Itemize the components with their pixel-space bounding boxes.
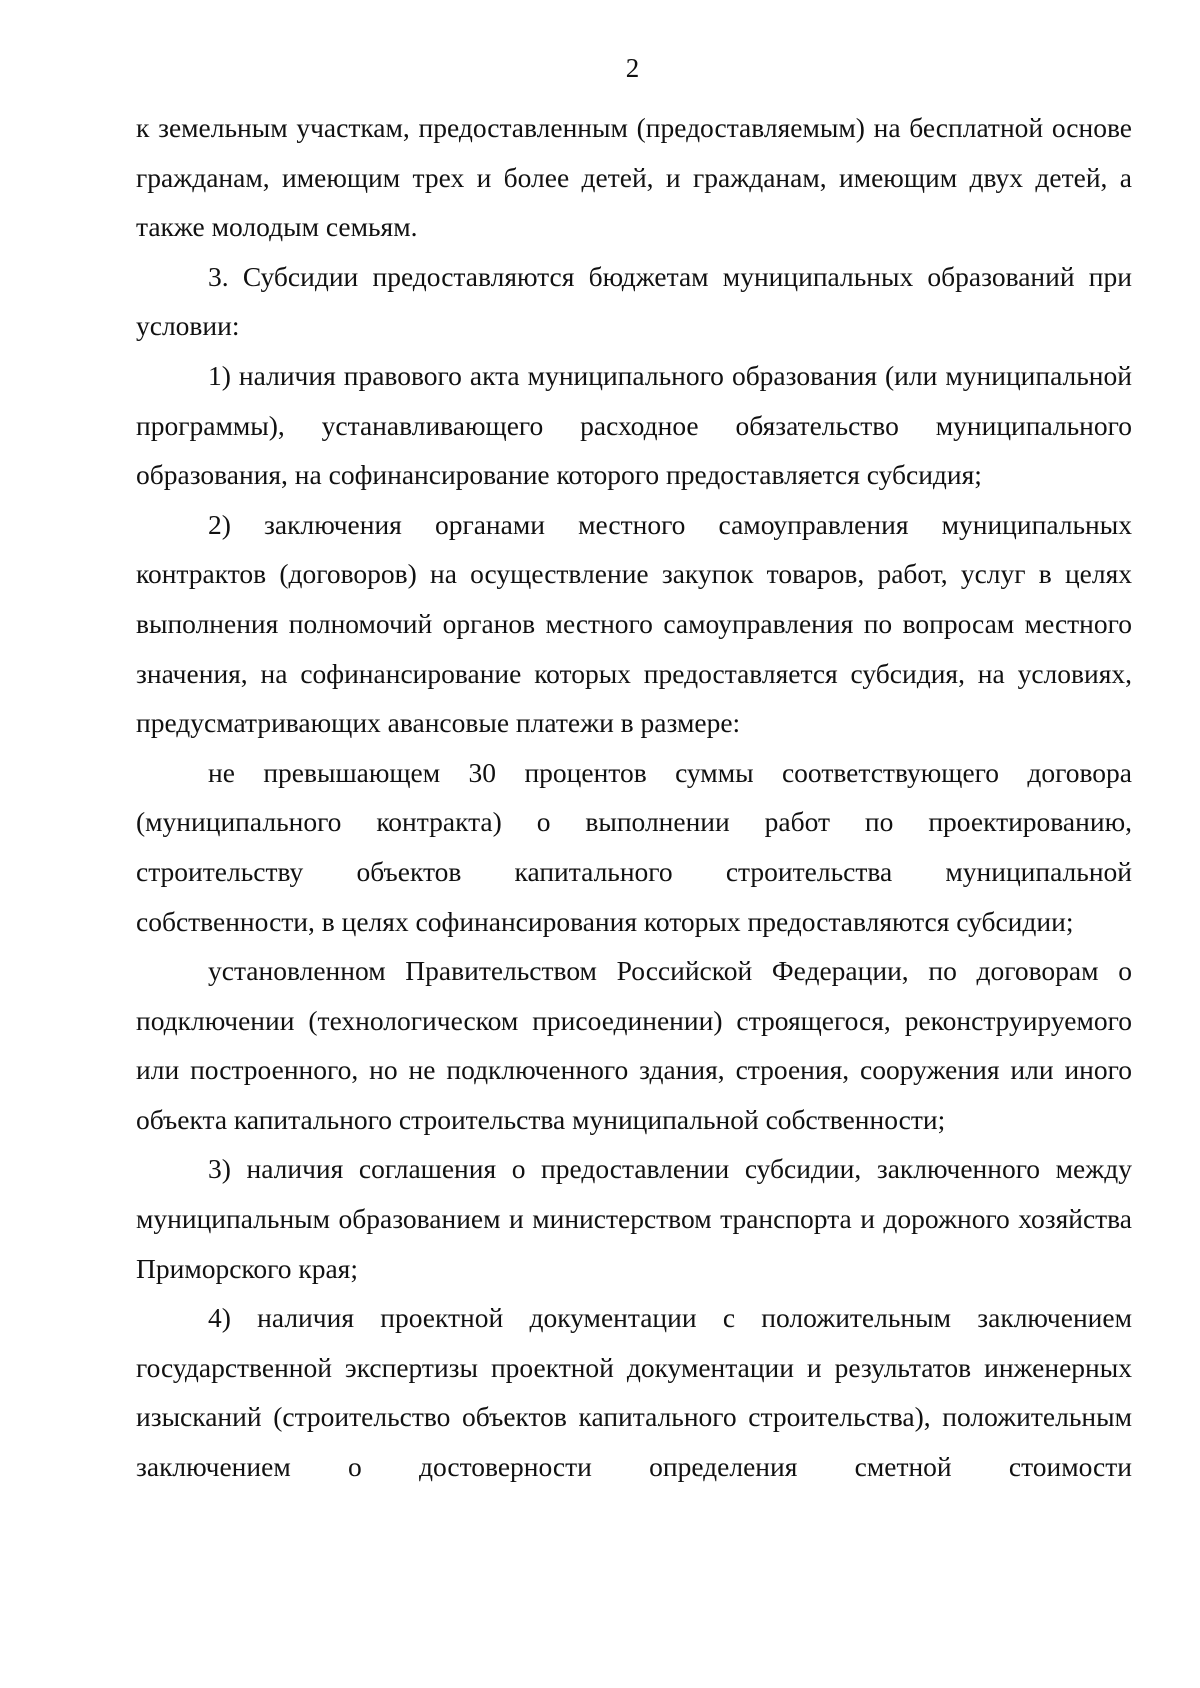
paragraph-subitem-1: 1) наличия правового акта муниципального образования (или муниципальной программы), устанавливающего расходное обязательство муниципального образования, на софинансирование которого предоставляется субсидия; (136, 359, 1132, 491)
page-number: 2 (625, 53, 640, 83)
paragraph-item-3: 3. Субсидии предоставляются бюджетам муниципальных образований при условии: (136, 260, 1132, 342)
paragraph-continuation: к земельным участкам, предоставленным (предоставляемым) на бесплатной основе гражданам, имеющим трех и более детей, и гражданам, имеющим двух детей, а также молодым семьям. (136, 112, 1132, 243)
document-body (136, 103, 1132, 1492)
paragraph-subitem-2: 2) заключения органами местного самоуправления муниципальных контрактов (договоров) на осуществление закупок товаров, работ, услуг в целях выполнения полномочий органов местного самоуправления по вопросам местного значения, на софинансирование которых предоставляется субсидия, на условиях, предусматривающих авансовые платежи в размере: (136, 508, 1132, 739)
paragraph-advance-30-percent: не превышающем 30 процентов суммы соответствующего договора (муниципального контракта) о выполнении работ по проектированию, строительству объектов капитального строительства муниципальной собственности, в целях софинансирования которых предоставляются субсидии; (136, 756, 1132, 937)
paragraph-subitem-4: 4) наличия проектной документации с положительным заключением государственной экспертизы проектной документации и результатов инженерных изысканий (строительство объектов капитального строительства), положительным заключением о достоверности определения сметной стоимости (136, 1302, 1132, 1483)
paragraph-advance-government: установленном Правительством Российской Федерации, по договорам о подключении (технологическом присоединении) строящегося, реконструируемого или построенного, но не подключенного здания, строения, сооружения или иного объекта капитального строительства муниципальной собственности; (136, 955, 1132, 1135)
paragraph-subitem-3: 3) наличия соглашения о предоставлении субсидии, заключенного между муниципальным образованием и министерством транспорта и дорожного хозяйства Приморского края; (136, 1153, 1132, 1284)
